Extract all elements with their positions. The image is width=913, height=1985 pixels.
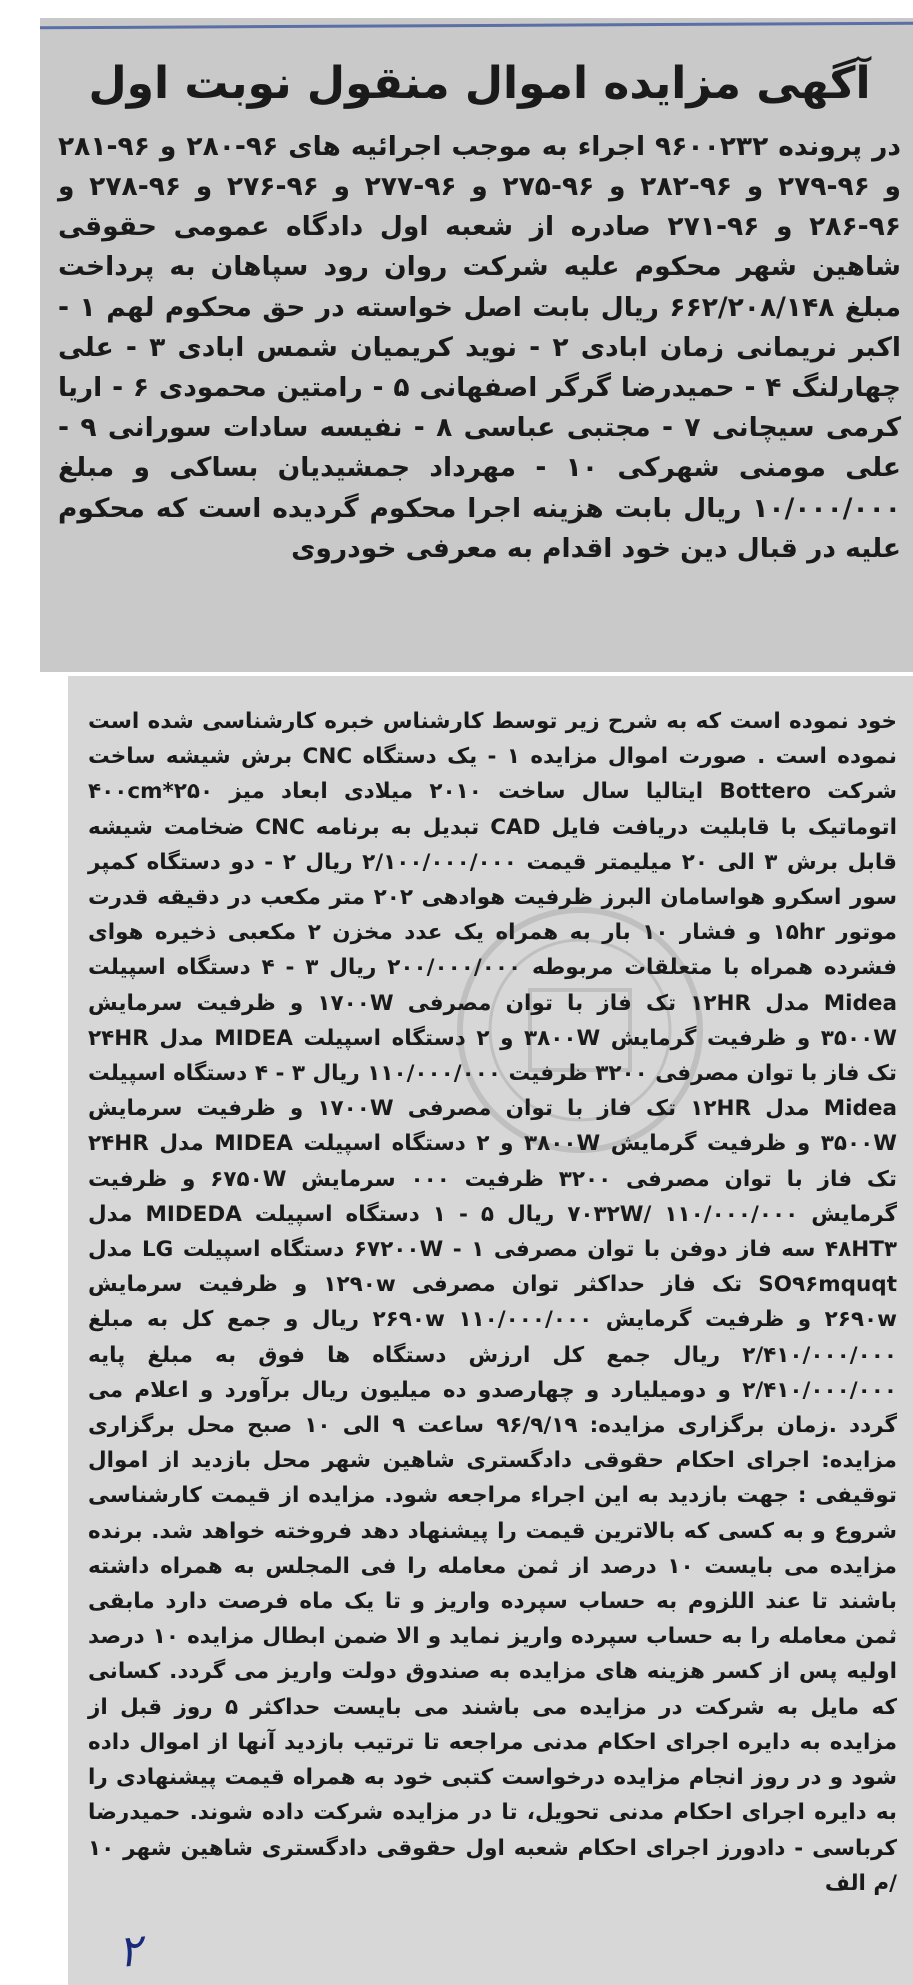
notice-body-bottom [88,704,897,1901]
notice-body-text: خود نموده است که به شرح زیر توسط کارشناس خبره کارشناسی شده است نموده است . صورت اموال مزایده ۱ - یک دستگاه CNC برش شیشه ساخت شرکت Bottero ایتالیا سال ساخت ۲۰۱۰ میلادی ابعاد میز ۴۰۰cm*۲۵۰ اتوماتیک با قابلیت دریافت فایل CAD تبدیل به برنامه CNC ضخامت شیشه قابل برش ۳ الی ۲۰ میلیمتر قیمت ۲/۱۰۰/۰۰۰/۰۰۰ ریال ۲ - دو دستگاه کمپر سور اسکرو هواسامان البرز ظرفیت هوادهی ۲۰۲ متر مکعب در دقیقه قدرت موتور ۱۵hr و فشار ۱۰ بار به همراه یک عدد مخزن ۲ مکعبی ذخیره هوای فشرده همراه با متعلقات مربوطه ۲۰۰/۰۰۰/۰۰۰ ریال ۳ - ۴ دستگاه اسپیلت Midea مدل ۱۲HR تک فاز با توان مصرفی ۱۷۰۰W و ظرفیت سرمایش ۳۵۰۰W و ظرفیت گرمایش ۳۸۰۰W و ۲ دستگاه اسپیلت MIDEA مدل ۲۴HR تک فاز با توان مصرفی ۳۲۰۰ ظرفیت ۱۱۰/۰۰۰/۰۰۰ ریال ۳ - ۴ دستگاه اسپیلت Midea مدل ۱۲HR تک فاز با توان مصرفی ۱۷۰۰W و ظرفیت سرمایش ۳۵۰۰W و ظرفیت گرمایش ۳۸۰۰W و ۲ دستگاه اسپیلت MIDEA مدل ۲۴HR تک فاز با توان مصرفی ۳۲۰۰ ظرفیت ۰۰۰ سرمایش ۶۷۵۰W و ظرفیت گرمایش ۷۰۳۲W/ ۱۱۰/۰۰۰/۰۰۰ ریال ۵ - ۱ دستگاه اسپیلت MIDEDA مدل ۴۸HT۳ سه فاز دوفن با توان مصرفی ۶۷۲۰۰W - ۱ دستگاه اسپیلت LG مدل SO۹۶mquqt تک فاز حداکثر توان مصرفی ۱۲۹۰w و ظرفیت سرمایش ۲۶۹۰w و ظرفیت گرمایش ۱۱۰/۰۰۰/۰۰۰ ۲۶۹۰w ریال و جمع کل به مبلغ ۲/۴۱۰/۰۰۰/۰۰۰ ریال جمع کل ارزش دستگاه ها فوق به مبلغ پایه ۲/۴۱۰/۰۰۰/۰۰۰ و دومیلیارد و چهارصدو ده میلیون ریال برآورد و اعلام می گردد .زمان برگزاری مزایده: ۹۶/۹/۱۹ ساعت ۹ الی ۱۰ صبح محل برگزاری مزایده: اجرای احکام حقوقی دادگستری شاهین شهر محل بازدید از اموال توقیفی : جهت بازدید به این اجراء مراجعه شود. مزایده از قیمت کارشناسی شروع و به کسی که بالاترین قیمت را پیشنهاد دهد فروخته خواهد شد. برنده مزایده می بایست ۱۰ درصد از ثمن معامله را فی المجلس به همراه داشته باشند تا عند اللزوم به حساب سپرده واریز و تا یک ماه فرصت دارد مابقی ثمن معامله را به حساب سپرده واریز نماید و الا ضمن ابطال مزایده ۱۰ درصد اولیه پس از کسر هزینه های مزایده به صندوق دولت واریز می گردد. کسانی که مایل به شرکت در مزایده می باشند می بایست حداکثر ۵ روز قبل از مزایده به دایره اجرای احکام مدنی مراجعه تا ترتیب بازدید آنها از اموال داده شود و در روز انجام مزایده درخواست کتبی خود به همراه قیمت پیشنهادی را به دایره اجرای احکام مدنی تحویل، تا در مزایده شرکت داده شوند. [88,709,898,1826]
notice-body-top: در پرونده ۹۶۰۰۲۳۲ اجراء به موجب اجرائیه های ۹۶-۲۸۰ و ۹۶-۲۸۱ و ۹۶-۲۷۹ و ۹۶-۲۸۲ و ۹۶-۲۷۵ و ۹۶-۲۷۷ و ۹۶-۲۷۶ و ۹۶-۲۷۸ و ۹۶-۲۸۶ و ۹۶-۲۷۱ صادره از شعبه اول دادگاه عمومی حقوقی شاهین شهر محکوم علیه شرکت روان رود سپاهان به پرداخت مبلغ ۶۶۲/۲۰۸/۱۴۸ ریال بابت اصل خواسته در حق محکوم لهم ۱ - اکبر نریمانی زمان ابادی ۲ - نوید کریمیان شمس ابادی ۳ - علی چهارلنگ ۴ - حمیدرضا گرگر اصفهانی ۵ - رامتین محمودی ۶ - اریا کرمی سیچانی ۷ - مجتبی عباسی ۸ - نفیسه سادات سورانی ۹ - علی مومنی شهرکی ۱۰ - مهرداد جمشیدیان بساکی و مبلغ ۱۰/۰۰۰/۰۰۰ ریال بابت هزینه اجرا محکوم گردیده است که محکوم علیه در قبال دین خود اقدام به معرفی خودروی [58,130,901,564]
notice-clipping-bottom [68,676,913,1985]
notice-signature: حمیدرضا کرباسی - دادورز اجرای احکام شعبه اول حقوقی دادگستری شاهین شهر ۱۰ /م الف [88,1800,897,1896]
notice-title: آگهی مزایده اموال منقول نوبت اول [88,58,871,109]
notice-clipping-top [40,18,913,672]
handwritten-page-number: ۲ [115,1924,145,1979]
